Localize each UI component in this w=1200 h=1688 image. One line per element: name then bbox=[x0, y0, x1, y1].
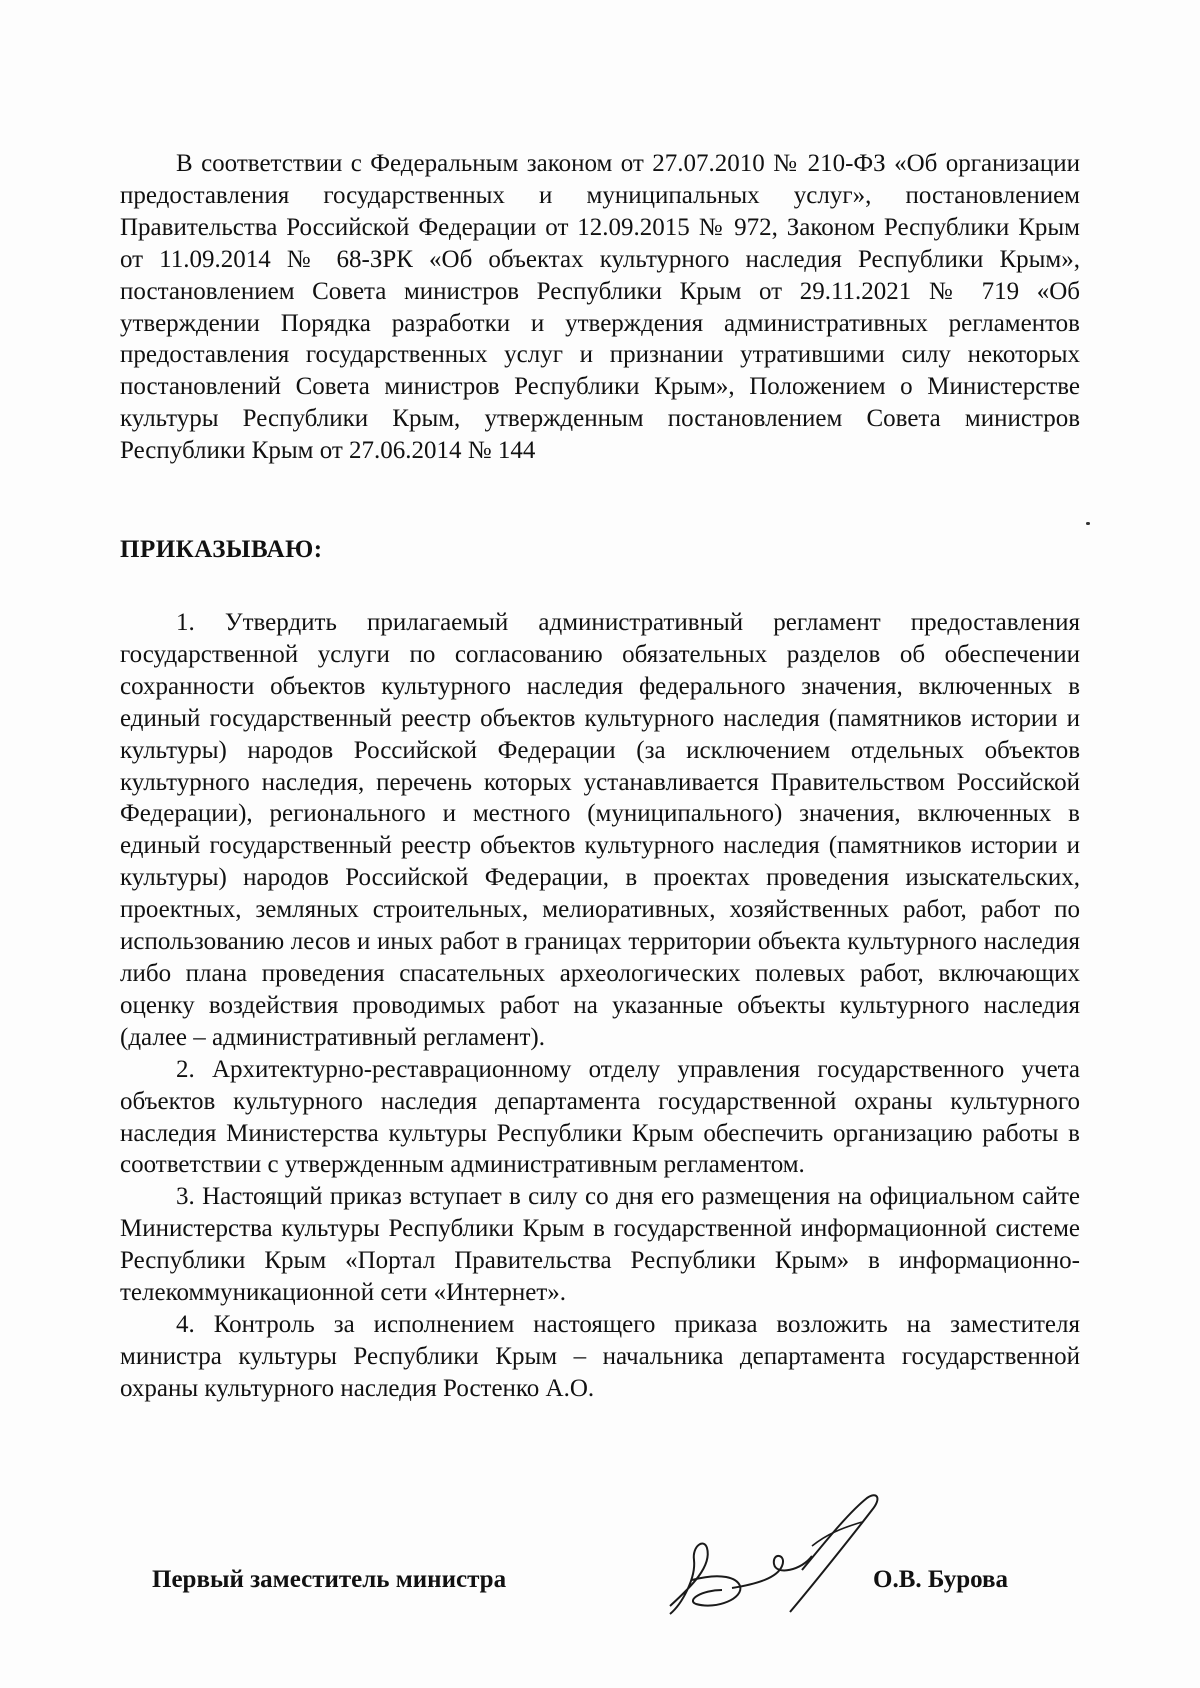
order-item-4: 4. Контроль за исполнением настоящего приказа возложить на заместителя министра культуры Республики Крым – начальника департамента государственной охраны культурного наследия Ростенко А.О. bbox=[120, 1310, 1080, 1402]
order-heading: ПРИКАЗЫВАЮ: bbox=[120, 536, 323, 563]
preamble-paragraph: В соответствии с Федеральным законом от 27.07.2010 № 210-ФЗ «Об организации предоставления государственных и муниципальных услуг», постановлением Правительства Российской Федерации от 12.09.2015 № 972, Законом Республики Крым от 11.09.2014 № 68-ЗРК «Об объектах культурного наследия Республики Крым», постановлением Совета министров Республики Крым от 29.11.2021 № 719 «Об утверждении Порядка разработки и утверждения административных регламентов предоставления государственных услуг и признании утратившими силу некоторых постановлений Совета министров Республики Крым», Положением о Министерстве культуры Республики Крым, утвержденным постановлением Совета министров Республики Крым от 27.06.2014 № 144 bbox=[120, 150, 1080, 465]
handwritten-signature bbox=[662, 1486, 902, 1636]
order-items-list bbox=[120, 607, 1080, 1405]
signature-block bbox=[0, 1530, 1200, 1650]
signatory-title: Первый заместитель министра bbox=[152, 1566, 507, 1593]
order-item-1: 1. Утвердить прилагаемый административный регламент предоставления государственной услуги по согласованию обязательных разделов об обеспечении сохранности объектов культурного наследия федерального значения, включенных в единый государственный реестр объектов культурного наследия (памятников истории и культуры) народов Российской Федерации (за исключением отдельных объектов культурного наследия, перечень которых устанавливается Правительством Российской Федерации), регионального и местного (муниципального) значения, включенных в единый государственный реестр объектов культурного наследия (памятников истории и культуры) народов Российской Федерации, в проектах проведения изыскательских, проектных, земляных строительных, мелиоративных, хозяйственных работ, работ по использованию лесов и иных работ в границах территории объекта культурного наследия либо плана проведения спасательных археологических полевых работ, включающих оценку воздействия проводимых работ на указанные объекты культурного наследия (далее – административный регламент). bbox=[120, 609, 1080, 1051]
order-item-2: 2. Архитектурно-реставрационному отделу управления государственного учета объектов культурного наследия департамента государственной охраны культурного наследия Министерства культуры Республики Крым обеспечить организацию работы в соответствии с утвержденным административным регламентом. bbox=[120, 1055, 1080, 1179]
scan-speck bbox=[1086, 522, 1090, 525]
order-item-3: 3. Настоящий приказ вступает в силу со дня его размещения на официальном сайте Министерства культуры Республики Крым в государственной информационной системе Республики Крым «Портал Правительства Республики Крым» в информационно-телекоммуникационной сети «Интернет». bbox=[120, 1183, 1080, 1307]
signatory-name: О.В. Бурова bbox=[873, 1566, 1009, 1593]
